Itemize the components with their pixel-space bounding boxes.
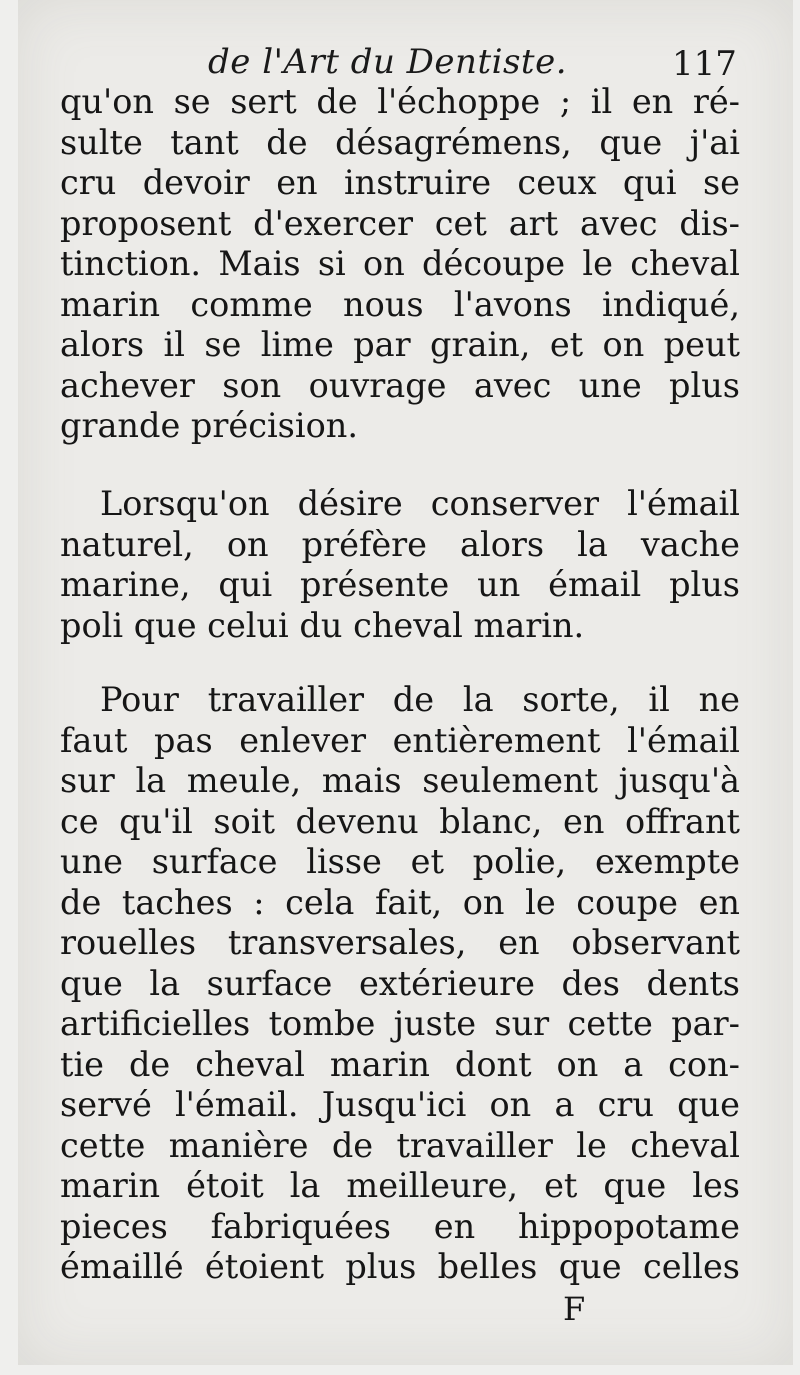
text-line: cette manière de travailler le cheval	[60, 1125, 740, 1165]
text-line: que la surface extérieure des dents	[60, 963, 740, 1003]
text-line: tie de cheval marin dont on a con-	[60, 1044, 740, 1084]
text-line: marine, qui présente un émail plus	[60, 565, 740, 604]
text-line: grande précision.	[60, 406, 358, 445]
text-line: marin étoit la meilleure, et que les	[60, 1166, 740, 1205]
paragraph-1	[60, 82, 740, 447]
text-line: proposent d'exercer cet art avec dis-	[60, 203, 740, 243]
text-line: rouelles transversales, en observant	[60, 923, 740, 962]
text-line: naturel, on préfère alors la vache	[60, 524, 740, 564]
text-line: servé l'émail. Jusqu'ici on a cru que	[60, 1085, 740, 1124]
text-line: émaillé étoient plus belles que celles	[60, 1247, 740, 1286]
paragraph-3	[60, 680, 740, 1288]
running-title: de l'Art du Dentiste.	[208, 42, 568, 82]
text-line: faut pas enlever entièrement l'émail	[60, 720, 740, 760]
text-line: sulte tant de désagrémens, que j'ai	[60, 122, 740, 162]
text-line: alors il se lime par grain, et on peut	[60, 325, 740, 364]
text-line: marin comme nous l'avons indiqué,	[60, 284, 740, 324]
text-line: poli que celui du cheval marin.	[60, 605, 585, 645]
text-line: achever son ouvrage avec une plus	[60, 365, 740, 405]
signature-mark: F	[563, 1290, 586, 1328]
text-line: de taches : cela fait, on le coupe en	[60, 882, 740, 922]
paragraph-2	[60, 484, 740, 646]
text-line: sur la meule, mais seulement jusqu'à	[60, 761, 740, 800]
text-line: Lorsqu'on désire conserver l'émail	[100, 484, 740, 523]
text-line: qu'on se sert de l'échoppe ; il en ré-	[60, 82, 740, 121]
text-line: une surface lisse et polie, exempte	[60, 842, 740, 881]
text-line: cru devoir en instruire ceux qui se	[60, 163, 740, 202]
page-number: 117	[672, 44, 737, 84]
text-line: artificielles tombe juste sur cette par-	[60, 1004, 740, 1043]
text-line: tinction. Mais si on découpe le cheval	[60, 244, 740, 283]
text-line: pieces fabriquées en hippopotame	[60, 1206, 740, 1246]
text-line: ce qu'il soit devenu blanc, en offrant	[60, 801, 740, 841]
text-line: Pour travailler de la sorte, il ne	[100, 680, 740, 719]
